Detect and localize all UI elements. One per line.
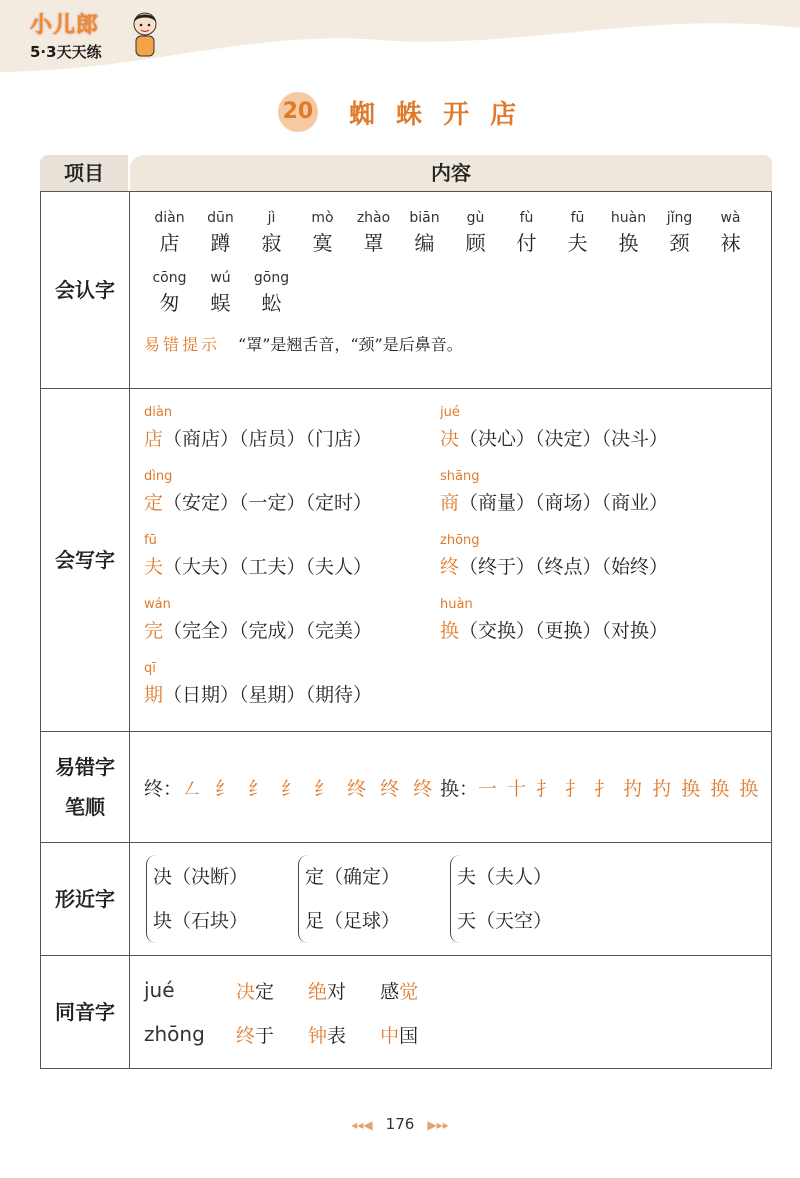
pinyin-char-cell <box>246 208 297 258</box>
similar-top: 决（决断） <box>153 866 249 888</box>
row-stroke <box>41 731 771 842</box>
page-footer <box>0 1114 800 1133</box>
write-content <box>130 389 771 731</box>
write-grid <box>144 389 771 719</box>
homophone-highlight: 终 <box>236 1024 256 1047</box>
similar-bottom: 足（足球） <box>305 910 401 932</box>
similar-top: 定（确定） <box>305 866 401 888</box>
homophone-word <box>380 977 418 1004</box>
write-char: 期 <box>144 684 164 706</box>
brand-logo: 小儿郎 <box>30 13 100 38</box>
row-label-write: 会写字 <box>41 389 130 731</box>
row-homophone <box>41 955 771 1068</box>
homophone-pinyin: jué <box>144 978 175 1002</box>
recognize-row2 <box>144 268 771 318</box>
write-words: （安定）（一定）（定时） <box>163 492 373 514</box>
pinyin-char-cell <box>348 208 399 258</box>
header-band <box>0 0 800 80</box>
recognize-content <box>130 192 771 388</box>
pinyin: wú <box>210 270 231 286</box>
pinyin-char-cell <box>399 208 450 258</box>
homophone-plain: 于 <box>255 1024 275 1047</box>
pinyin: huàn <box>610 210 647 226</box>
hanzi: 寞 <box>312 231 333 255</box>
write-char: 店 <box>144 428 164 450</box>
homophone-word <box>236 1021 274 1048</box>
similar-top: 夫（夫人） <box>457 866 553 888</box>
pinyin: gù <box>466 210 485 226</box>
stroke-label-1: 易错字 <box>55 755 115 779</box>
pinyin-char-cell <box>654 208 705 258</box>
write-pinyin: jué <box>440 405 460 420</box>
write-words: （交换）（更换）（对换） <box>459 620 669 642</box>
brand-subtitle: 5·3天天练 <box>30 43 102 61</box>
write-line <box>144 423 440 455</box>
homophone-plain: 感 <box>380 980 400 1003</box>
pinyin: diàn <box>154 210 185 226</box>
pinyin-char-cell <box>246 268 297 318</box>
page-number: 176 <box>385 1115 415 1133</box>
write-item <box>144 531 440 591</box>
lesson-number: 20 <box>278 92 318 132</box>
recognize-row1 <box>144 208 771 258</box>
write-item <box>440 467 740 527</box>
write-item <box>144 659 440 719</box>
write-words: （商店）（店员）（门店） <box>163 428 373 450</box>
header-content: 内容 <box>130 155 772 191</box>
write-line <box>440 487 740 519</box>
stroke-item-huan <box>440 774 760 801</box>
write-line <box>440 615 740 647</box>
hanzi: 顾 <box>465 231 486 255</box>
write-line <box>144 487 440 519</box>
hanzi: 编 <box>414 231 435 255</box>
homophone-highlight: 绝 <box>308 980 328 1003</box>
pinyin-char-cell <box>603 208 654 258</box>
vocab-table <box>40 155 772 1069</box>
pinyin: fù <box>519 210 534 226</box>
stroke-char-zhong: 终： <box>144 777 183 800</box>
write-words: （终于）（终点）（始终） <box>459 556 669 578</box>
pinyin: zhào <box>356 210 391 226</box>
write-words: （商量）（商场）（商业） <box>459 492 669 514</box>
write-item <box>440 403 740 463</box>
prev-arrows-icon: ◂◂◀ <box>351 1118 373 1132</box>
pinyin-char-cell <box>195 268 246 318</box>
tip-line <box>144 332 771 355</box>
homophone-highlight: 中 <box>380 1024 400 1047</box>
homophone-pinyin: zhōng <box>144 1022 205 1046</box>
pinyin: mò <box>311 210 334 226</box>
write-line <box>144 615 440 647</box>
write-pinyin: shāng <box>440 469 480 484</box>
write-pinyin: dìng <box>144 469 173 484</box>
pinyin: cōng <box>152 270 187 286</box>
write-char: 定 <box>144 492 164 514</box>
write-line <box>440 423 740 455</box>
write-pinyin: huàn <box>440 597 473 612</box>
pinyin: wà <box>720 210 741 226</box>
hanzi: 匆 <box>159 291 180 315</box>
pinyin-char-cell <box>705 208 756 258</box>
pinyin: dūn <box>207 210 234 226</box>
table-body <box>40 191 772 1069</box>
pinyin-char-cell <box>501 208 552 258</box>
homophone-highlight: 钟 <box>308 1024 328 1047</box>
write-item <box>144 467 440 527</box>
pinyin-char-cell <box>144 268 195 318</box>
write-char: 夫 <box>144 556 164 578</box>
homophone-word <box>308 977 346 1004</box>
hanzi: 罩 <box>363 231 384 255</box>
write-char: 决 <box>440 428 460 450</box>
row-label-stroke <box>41 732 130 842</box>
similar-group <box>298 855 400 943</box>
pinyin-char-cell <box>195 208 246 258</box>
write-line <box>144 679 440 711</box>
write-item <box>144 403 440 463</box>
write-pinyin: wán <box>144 597 171 612</box>
write-char: 换 <box>440 620 460 642</box>
write-item <box>440 595 740 655</box>
hanzi: 寂 <box>261 231 282 255</box>
write-char: 终 <box>440 556 460 578</box>
row-recognize <box>41 191 771 388</box>
row-label-homophone: 同音字 <box>41 956 130 1068</box>
write-pinyin: diàn <box>144 405 173 420</box>
hanzi: 蹲 <box>210 231 231 255</box>
hanzi: 袜 <box>720 231 741 255</box>
similar-group <box>450 855 552 943</box>
pinyin-char-cell <box>297 208 348 258</box>
similar-bottom: 块（石块） <box>153 910 249 932</box>
pinyin-char-cell <box>552 208 603 258</box>
homophone-row <box>144 968 771 1012</box>
similar-content <box>130 843 771 955</box>
pinyin: biān <box>409 210 440 226</box>
write-pinyin: fū <box>144 533 157 548</box>
hanzi: 颈 <box>669 231 690 255</box>
lesson-title <box>0 92 800 132</box>
row-label-similar: 形近字 <box>41 843 130 955</box>
write-item <box>144 595 440 655</box>
homophone-plain: 对 <box>327 980 347 1003</box>
similar-group <box>146 855 248 943</box>
hanzi: 蜈 <box>210 291 231 315</box>
homophone-word <box>236 977 274 1004</box>
table-header <box>40 155 772 191</box>
row-similar <box>41 842 771 955</box>
homophone-plain: 定 <box>255 980 275 1003</box>
stroke-label-2: 笔顺 <box>65 795 105 819</box>
homophone-highlight: 决 <box>236 980 256 1003</box>
write-words: （决心）（决定）（决斗） <box>459 428 669 450</box>
homophone-row <box>144 1012 771 1056</box>
hanzi: 付 <box>516 231 537 255</box>
pinyin-char-cell <box>450 208 501 258</box>
row-label-recognize: 会认字 <box>41 192 130 388</box>
hanzi: 店 <box>159 231 180 255</box>
write-pinyin: qī <box>144 661 156 676</box>
stroke-seq-zhong: ㇜ 纟 纟 纟 纟 终 终 终 <box>182 777 437 800</box>
header-wave <box>0 0 800 80</box>
write-line <box>440 551 740 583</box>
row-write <box>41 388 771 731</box>
write-words: （大夫）（工夫）（夫人） <box>163 556 373 578</box>
stroke-seq-huan: 一 十 扌 扌 扌 扚 扚 换 换 换 <box>478 777 761 800</box>
homophone-plain: 国 <box>399 1024 419 1047</box>
pinyin: gōng <box>253 270 290 286</box>
stroke-item-zhong <box>144 774 440 801</box>
homophone-word <box>380 1021 418 1048</box>
brand <box>30 8 102 62</box>
pinyin: jì <box>267 210 276 226</box>
header-item: 项目 <box>40 155 128 191</box>
mascot-icon <box>128 10 162 60</box>
hanzi: 蚣 <box>261 291 282 315</box>
write-item <box>440 531 740 591</box>
homophone-highlight: 觉 <box>399 980 419 1003</box>
pinyin: fū <box>570 210 585 226</box>
write-line <box>144 551 440 583</box>
tip-text: “罩”是翘舌音，“颈”是后鼻音。 <box>238 335 463 354</box>
write-words: （日期）（星期）（期待） <box>163 684 373 706</box>
stroke-content <box>130 732 771 842</box>
homophone-content <box>130 956 771 1068</box>
homophone-plain: 表 <box>327 1024 347 1047</box>
write-words: （完全）（完成）（完美） <box>163 620 373 642</box>
write-char: 商 <box>440 492 460 514</box>
write-char: 完 <box>144 620 164 642</box>
homophone-word <box>308 1021 346 1048</box>
stroke-char-huan: 换： <box>440 777 479 800</box>
pinyin-char-cell <box>144 208 195 258</box>
write-pinyin: zhōng <box>440 533 480 548</box>
hanzi: 换 <box>618 231 639 255</box>
next-arrows-icon: ▶▸▸ <box>427 1118 449 1132</box>
pinyin: jǐng <box>666 210 693 226</box>
similar-bottom: 天（天空） <box>457 910 553 932</box>
tip-label: 易错提示 <box>144 335 221 354</box>
lesson-title-text: 蜘 蛛 开 店 <box>348 99 523 130</box>
hanzi: 夫 <box>567 231 588 255</box>
